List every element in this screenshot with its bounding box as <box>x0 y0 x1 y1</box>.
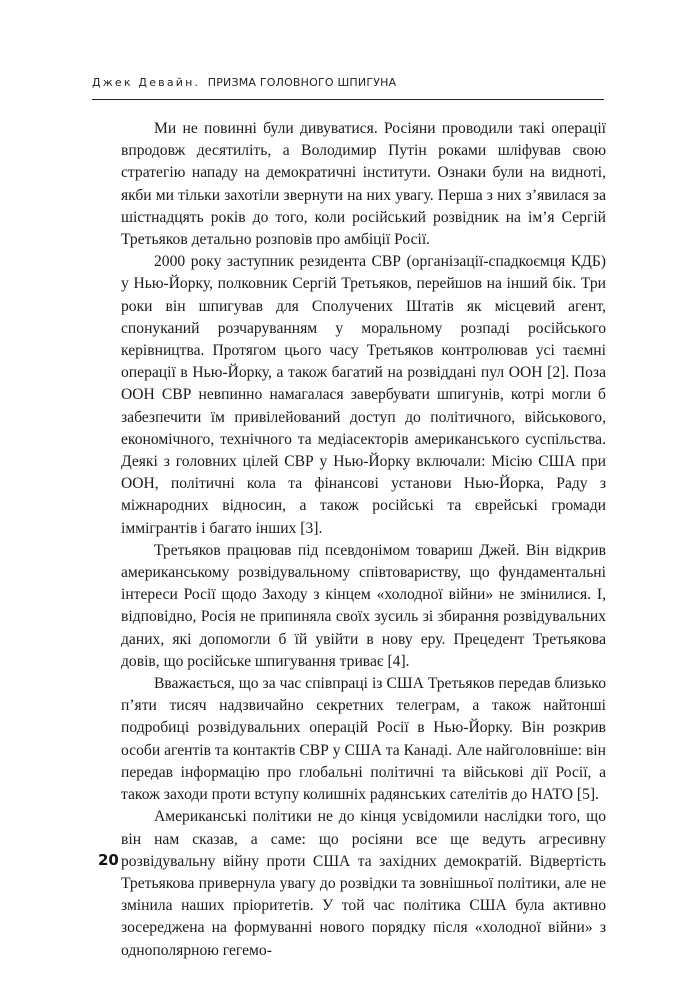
running-head-book-title: ПРИЗМА ГОЛОВНОГО ШПИГУНА <box>207 76 397 89</box>
running-head <box>92 76 604 89</box>
running-head-author: Джек Девайн. <box>92 76 201 89</box>
page-number: 20 <box>98 851 119 869</box>
paragraph: Американські політики не до кінця усвідомили наслідки того, що він нам сказав, а саме: що росіяни все ще ведуть агресивну розвідувальну війну проти США та західних демократій. Відвертість Третьякова привернула увагу до розвідки та зовнішньої політики, але не змінила наших пріоритетів. У той час політика США була активно зосереджена на формуванні нового порядку після «холодної війни» з однополярною гегемо- <box>121 808 606 959</box>
header-rule <box>92 99 604 100</box>
paragraph: Третьяков працював під псевдонімом товариш Джей. Він відкрив американському розвідувальному співтовариству, що фундаментальні інтереси Росії щодо Заходу з кінцем «холодної війни» не змінилися. І, відповідно, Росія не припиняла своїх зусиль зі збирання розвідувальних даних, які допомогли б їй увійти в нову еру. Прецедент Третьякова довів, що російське шпигування триває [4]. <box>121 541 606 670</box>
body-text <box>121 118 606 962</box>
paragraph: Ми не повинні були дивуватися. Росіяни проводили такі операції впродовж десятиліть, а Володимир Путін роками шліфував свою стратегію нападу на демократичні інститути. Ознаки були на видноті, якби ми тільки захотіли звернути на них увагу. Перша з них з’явилася за шістнадцять років до того, коли російський розвідник на ім’я Сергій Третьяков детально розповів про амбіції Росії. <box>121 120 606 249</box>
paragraph: Вважається, що за час співпраці із США Третьяков передав близько п’яти тисяч надзвичайно секретних телеграм, а також найтонші подробиці розвідувальних операцій Росії в Нью-Йорку. Він розкрив особи агентів та контактів СВР у США та Канаді. Але найголовніше: він передав інформацію про глобальні політичні та військові дії Росії, а також заходи проти вступу колишніх радянських сателітів до НАТО [5]. <box>121 675 606 804</box>
paragraph: 2000 року заступник резидента СВР (організації-спадкоємця КДБ) у Нью-Йорку, полковник Сергій Третьяков, перейшов на інший бік. Три роки він шпигував для Сполучених Штатів як місцевий агент, спонуканий розчаруванням у моральному розпаді російського керівництва. Протягом цього часу Третьяков контролював усі таємні операції в Нью-Йорку, а також багатий на розвіддані пул ООН [2]. Поза ООН СВР невпинно намагалася завербувати шпигунів, котрі могли б забезпечити їм привілейований доступ до політичного, військового, економічного, технічного та медіасекторів американського суспільства. Деякі з головних цілей СВР у Нью-Йорку включали: Місію США при ООН, політичні кола та фінансові установи Нью-Йорка, Раду з міжнародних відносин, а також російські та єврейські громади іммігрантів і багато інших [3]. <box>121 253 606 537</box>
